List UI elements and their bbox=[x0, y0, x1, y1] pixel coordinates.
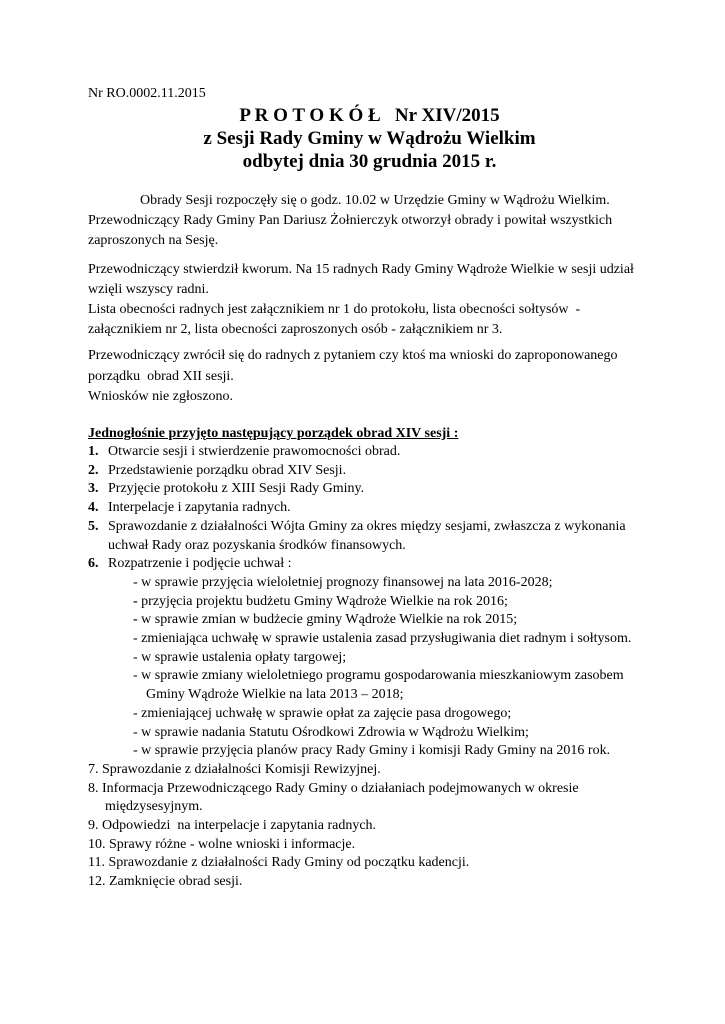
resolution-text: w sprawie nadania Statutu Ośrodkowi Zdrowia w Wądrożu Wielkim; bbox=[137, 724, 529, 740]
agenda-item-number: 1. bbox=[88, 444, 99, 459]
dash-marker: - bbox=[133, 612, 138, 628]
resolution-text: przyjęcia projektu budżetu Gminy Wądroże Wielkie na rok 2016; bbox=[137, 593, 508, 609]
title-line-1: P R O T O K Ó Ł Nr XIV/2015 bbox=[239, 105, 500, 126]
agenda-item: 7. Sprawozdanie z działalności Komisji Rewizyjnej. bbox=[88, 761, 381, 777]
agenda-item-number: 6. bbox=[88, 556, 99, 572]
resolution-continuation: Gminy Wądroże Wielkie na lata 2013 – 2018; bbox=[146, 687, 404, 703]
agenda-item-continuation: uchwał Rady oraz pozyskania środków finansowych. bbox=[108, 537, 406, 553]
agenda-item-text: Przyjęcie protokołu z XIII Sesji Rady Gminy. bbox=[108, 481, 365, 497]
paragraph-line: Przewodniczący Rady Gminy Pan Dariusz Żołnierczyk otworzył obrady i powitał wszystkich bbox=[88, 213, 613, 228]
dash-marker: - bbox=[133, 649, 138, 665]
dash-marker: - bbox=[133, 668, 138, 684]
agenda-item bbox=[88, 518, 688, 537]
document-title bbox=[0, 104, 725, 173]
agenda-list bbox=[88, 443, 688, 892]
agenda-item-number: 2. bbox=[88, 462, 99, 478]
resolution-item bbox=[88, 611, 688, 630]
resolution-item bbox=[88, 667, 688, 686]
title-line-3: odbytej dnia 30 grudnia 2015 r. bbox=[242, 151, 497, 172]
paragraph-line: porządku obrad XII sesji. bbox=[88, 369, 234, 384]
agenda-item bbox=[88, 555, 688, 574]
reference-number: Nr RO.0002.11.2015 bbox=[88, 86, 206, 101]
paragraph-line: Wniosków nie zgłoszono. bbox=[88, 389, 234, 404]
agenda-item: 8. Informacja Przewodniczącego Rady Gminy o działaniach podejmowanych w okresie bbox=[88, 780, 579, 796]
agenda-item-number: 3. bbox=[88, 481, 99, 497]
resolution-item bbox=[88, 574, 688, 593]
agenda-item-text: Otwarcie sesji i stwierdzenie prawomocności obrad. bbox=[108, 444, 401, 459]
resolution-item bbox=[88, 649, 688, 668]
resolution-item bbox=[88, 593, 688, 612]
dash-marker: - bbox=[133, 724, 138, 740]
dash-marker: - bbox=[133, 593, 138, 609]
dash-marker: - bbox=[133, 743, 138, 759]
agenda-item bbox=[88, 499, 688, 518]
resolution-item bbox=[88, 742, 688, 761]
agenda-heading: Jednogłośnie przyjęto następujący porządek obrad XIV sesji : bbox=[88, 426, 459, 441]
resolution-text: w sprawie ustalenia opłaty targowej; bbox=[137, 649, 347, 665]
dash-marker: - bbox=[133, 574, 138, 590]
paragraph-line: Lista obecności radnych jest załącznikiem nr 1 do protokołu, lista obecności sołtysów - bbox=[88, 302, 581, 317]
agenda-item: 11. Sprawozdanie z działalności Rady Gminy od początku kadencji. bbox=[88, 855, 470, 871]
resolution-text: w sprawie przyjęcia planów pracy Rady Gminy i komisji Rady Gminy na 2016 rok. bbox=[137, 743, 611, 759]
agenda-item-number: 5. bbox=[88, 518, 99, 534]
resolution-text: zmieniającej uchwałę w sprawie opłat za zajęcie pasa drogowego; bbox=[137, 705, 512, 721]
resolution-text: w sprawie przyjęcia wieloletniej prognozy finansowej na lata 2016-2028; bbox=[137, 574, 553, 590]
paragraph-quorum bbox=[88, 260, 680, 340]
agenda-item bbox=[88, 462, 688, 481]
resolution-text: w sprawie zmiany wieloletniego programu gospodarowania mieszkaniowym zasobem bbox=[137, 668, 624, 684]
paragraph-opening bbox=[88, 191, 680, 251]
dash-marker: - bbox=[133, 705, 138, 721]
agenda-item-text: Rozpatrzenie i podjęcie uchwał : bbox=[108, 556, 292, 572]
dash-marker: - bbox=[133, 631, 138, 647]
paragraph-line: wzięli wszyscy radni. bbox=[88, 282, 209, 297]
resolution-item bbox=[88, 724, 688, 743]
paragraph-line: Obrady Sesji rozpoczęły się o godz. 10.02 w Urzędzie Gminy w Wądrożu Wielkim. bbox=[140, 193, 610, 208]
paragraph-line: Przewodniczący stwierdził kworum. Na 15 radnych Rady Gminy Wądroże Wielkie w sesji udział bbox=[88, 262, 634, 277]
paragraph-motions bbox=[88, 346, 680, 407]
resolution-item bbox=[88, 705, 688, 724]
agenda-item-number: 4. bbox=[88, 500, 99, 516]
agenda-item-continuation: międzysesyjnym. bbox=[105, 799, 203, 815]
paragraph-line: załącznikiem nr 2, lista obecności zaproszonych osób - załącznikiem nr 3. bbox=[88, 322, 503, 337]
resolution-text: w sprawie zmian w budżecie gminy Wądroże Wielkie na rok 2015; bbox=[137, 612, 518, 628]
agenda-item: 9. Odpowiedzi na interpelacje i zapytania radnych. bbox=[88, 818, 377, 834]
agenda-item bbox=[88, 443, 688, 462]
agenda-item-text: Przedstawienie porządku obrad XIV Sesji. bbox=[108, 462, 347, 478]
agenda-item: 10. Sprawy różne - wolne wnioski i informacje. bbox=[88, 836, 356, 852]
agenda-item-text: Sprawozdanie z działalności Wójta Gminy za okres między sesjami, zwłaszcza z wykonania bbox=[108, 518, 626, 534]
agenda-item: 12. Zamknięcie obrad sesji. bbox=[88, 874, 243, 890]
paragraph-line: zaproszonych na Sesję. bbox=[88, 233, 219, 248]
title-line-2: z Sesji Rady Gminy w Wądrożu Wielkim bbox=[203, 128, 536, 149]
agenda-item bbox=[88, 480, 688, 499]
resolution-text: zmieniająca uchwałę w sprawie ustalenia zasad przysługiwania diet radnym i sołtysom. bbox=[137, 631, 632, 647]
paragraph-line: Przewodniczący zwrócił się do radnych z pytaniem czy ktoś ma wnioski do zaproponowanego bbox=[88, 348, 618, 363]
resolution-item bbox=[88, 630, 688, 649]
agenda-item-text: Interpelacje i zapytania radnych. bbox=[108, 500, 291, 516]
